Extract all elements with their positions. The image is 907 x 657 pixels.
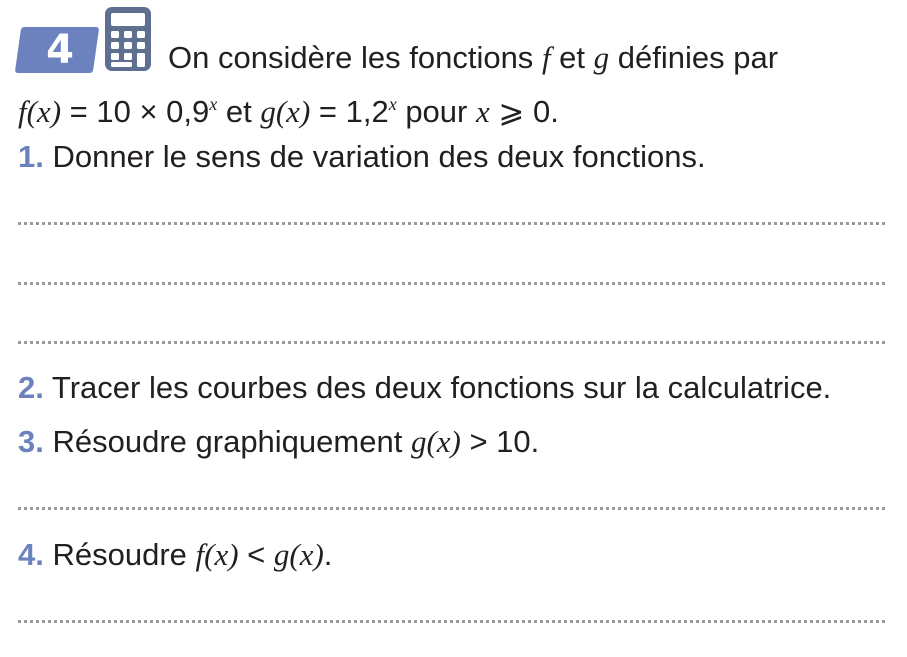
- question-text: Résoudre: [52, 537, 196, 572]
- g-exponent: x: [388, 94, 397, 114]
- answer-line[interactable]: [18, 282, 885, 285]
- question-4: [18, 535, 332, 575]
- f-def-rhs: = 10 × 0,9: [61, 94, 210, 129]
- intro-text: On considère les fonctions: [168, 40, 542, 75]
- question-number: 2.: [18, 370, 44, 405]
- g-def-rhs: = 1,2: [310, 94, 389, 129]
- question-text: Résoudre graphiquement: [52, 424, 411, 459]
- question-2: [18, 368, 831, 408]
- question-number: 1.: [18, 139, 44, 174]
- f-name: f: [541, 40, 551, 75]
- question-text-end: > 10.: [460, 424, 540, 459]
- g-name: g: [593, 40, 610, 75]
- question-text: Tracer les courbes des deux fonctions sur la calculatrice.: [51, 370, 832, 405]
- answer-line[interactable]: [18, 620, 885, 623]
- question-operator: <: [238, 537, 274, 572]
- domain-var: x: [475, 94, 490, 129]
- answer-line[interactable]: [18, 222, 885, 225]
- question-math: g(x): [410, 424, 461, 459]
- answer-line[interactable]: [18, 341, 885, 344]
- domain-text: pour: [396, 94, 476, 129]
- question-number: 3.: [18, 424, 44, 459]
- and-text-2: et: [217, 94, 261, 129]
- answer-line[interactable]: [18, 507, 885, 510]
- function-definitions: [18, 84, 559, 132]
- question-1: [18, 137, 706, 177]
- g-def-lhs: g(x): [260, 94, 311, 129]
- f-def-lhs: f(x): [18, 94, 62, 129]
- question-3: [18, 422, 539, 462]
- question-math-g: g(x): [273, 537, 324, 572]
- exercise-intro-line: [168, 38, 778, 78]
- question-number: 4.: [18, 537, 44, 572]
- f-exponent: x: [209, 94, 218, 114]
- and-text: et: [550, 40, 594, 75]
- defined-text: définies par: [609, 40, 779, 75]
- exercise-number: 4: [46, 27, 74, 73]
- question-text: Donner le sens de variation des deux fonctions.: [52, 139, 706, 174]
- domain-cond: ⩾ 0.: [489, 94, 559, 129]
- question-math-f: f(x): [195, 537, 239, 572]
- calculator-icon: [104, 6, 152, 72]
- question-text-end: .: [323, 537, 333, 572]
